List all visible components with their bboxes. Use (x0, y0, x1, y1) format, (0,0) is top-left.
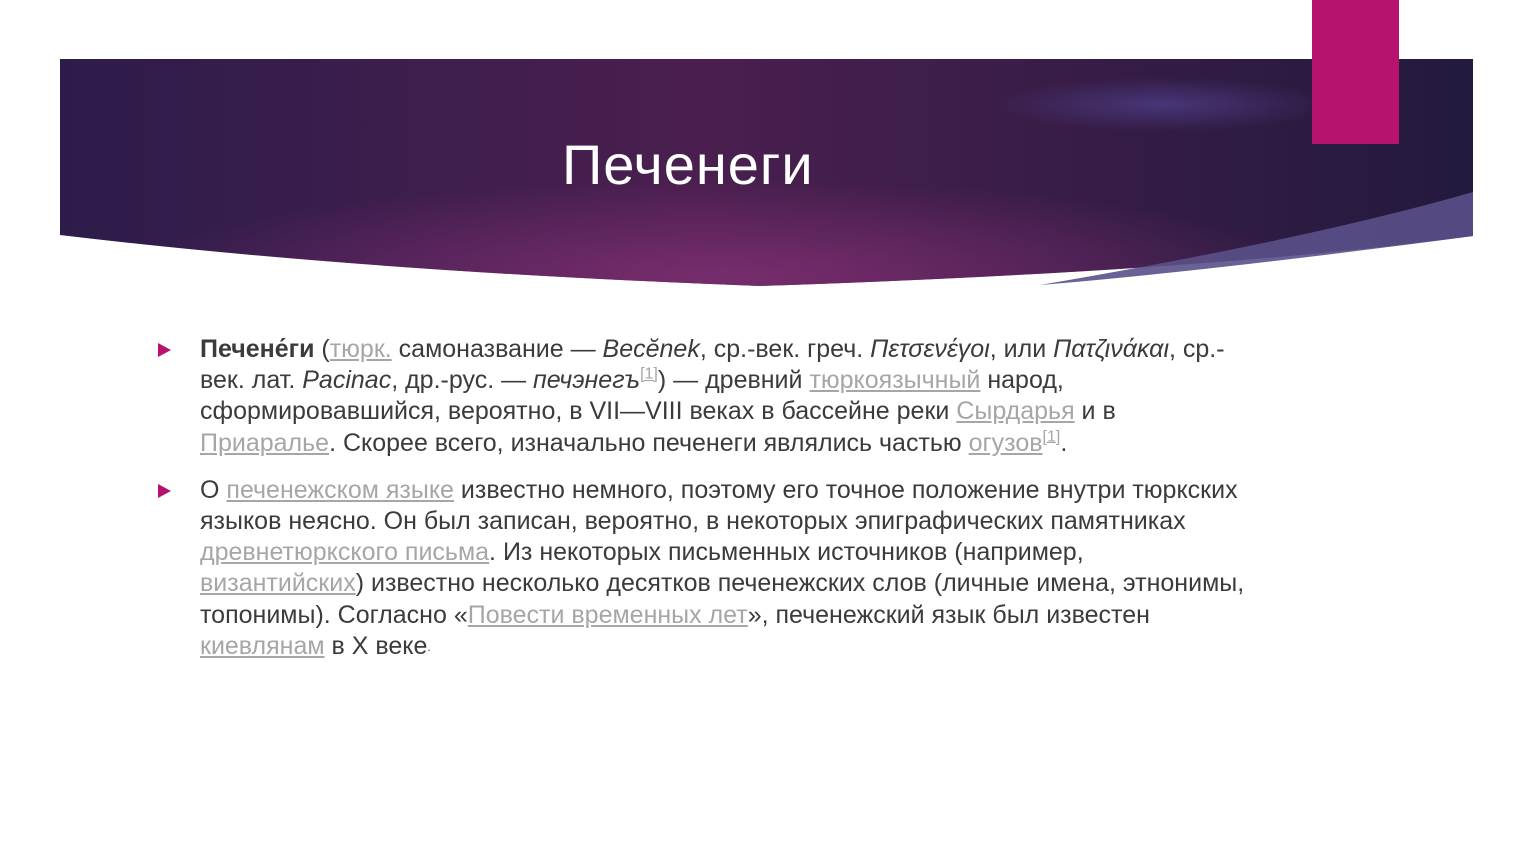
text: ( (314, 335, 330, 363)
greek-name-alt: Πατζινάκαι (1053, 335, 1169, 363)
text: . Скорее всего, изначально печенеги являлись частью (329, 428, 969, 457)
bullet-item (156, 334, 1246, 459)
text: ) известно несколько десятков печенежских слов (личные имена, этнонимы, топонимы). Согласно « (200, 569, 1245, 629)
slide-body (156, 334, 1246, 679)
text: О (200, 475, 227, 504)
text: , ср.-век. греч. (699, 335, 871, 363)
text: народ, сформировавшийся, вероятно, в VII—VIII веках в бассейне реки (200, 366, 1064, 426)
text: и в (1074, 397, 1116, 426)
self-name: Beсĕnek (602, 335, 700, 363)
link-script[interactable]: древнетюркского письма (200, 538, 490, 567)
link-kiev[interactable]: киевлянам (200, 631, 325, 660)
link-turk[interactable]: тюрк. (329, 335, 392, 363)
text: самоназвание — (391, 335, 603, 363)
text: известно немного, поэтому его точное положение внутри тюркских языков неясно. Он был записан, вероятно, в некоторых эпиграфических памятниках (200, 475, 1238, 536)
text: , ср.-век. лат. (200, 335, 1225, 395)
text: . (1060, 428, 1068, 457)
link-byzantine[interactable]: византийских (200, 569, 356, 598)
text: », печенежский язык был известен (747, 600, 1150, 629)
greek-name: Πετσενέγοι (870, 335, 990, 363)
triangle-bullet-icon (158, 343, 171, 357)
link-oguz[interactable]: огузов (968, 428, 1043, 457)
link-aral[interactable]: Приаралье (200, 428, 330, 457)
old-russian-name: печэнегъ (533, 366, 641, 395)
text: . Из некоторых письменных источников (например, (489, 538, 1084, 567)
footnote-ref[interactable]: [1] (640, 365, 658, 383)
text: в X веке (324, 631, 428, 660)
text: , или (989, 335, 1054, 363)
triangle-bullet-icon (158, 484, 171, 498)
link-syrdarya[interactable]: Сырдарья (956, 397, 1075, 426)
latin-name: Pacinac (302, 366, 392, 395)
term: Печене́ги (200, 335, 315, 363)
text: , др.-рус. — (391, 366, 534, 395)
bullet-item (156, 475, 1246, 663)
link-pvl[interactable]: Повести временных лет (467, 600, 748, 629)
text: ) — древний (657, 366, 810, 395)
accent-tab (1312, 0, 1399, 144)
text: . (427, 639, 431, 654)
link-turkic[interactable]: тюркоязычный (809, 366, 981, 395)
footnote-ref[interactable]: [1] (1042, 428, 1061, 446)
slide-title: Печенеги (562, 133, 814, 196)
link-language[interactable]: печенежском языке (226, 475, 454, 504)
